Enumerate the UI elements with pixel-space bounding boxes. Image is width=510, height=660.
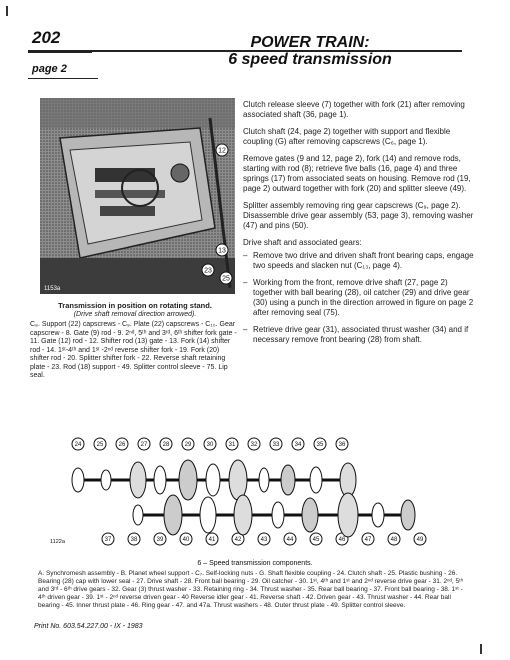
callout-label: 41 [208, 537, 216, 543]
section-title [190, 34, 430, 68]
step-bullet: – Working from the front, remove drive shaft (27, page 2) together with ball bearing (28), oil catcher (29) and drive gear (30) using a punch in the direction arrowed in figure on page 2 after removing seal (75). [243, 278, 475, 318]
section-title-line2: 6 speed transmission [228, 51, 392, 68]
callout-label: 34 [294, 442, 302, 448]
callout-label: 43 [260, 537, 268, 543]
page-sub-label: page 2 [32, 63, 67, 75]
callout-label: 40 [182, 537, 190, 543]
callout-label: 33 [272, 442, 280, 448]
callout-label: 24 [74, 442, 82, 448]
callout-label: 46 [338, 537, 346, 543]
callout-label: 49 [416, 537, 424, 543]
callout-label: 26 [118, 442, 126, 448]
scan-edge-mark [6, 6, 8, 16]
step-paragraph: Clutch shaft (24, page 2) together with support and flexible coupling (G) after removing capscrews (C₆, page 1). [243, 127, 451, 146]
callout-13: 13 [218, 247, 226, 255]
header-rule-short [28, 52, 92, 53]
figure1-ref: 1153a [44, 286, 61, 292]
sub-label-rule [28, 78, 98, 79]
callout-label: 27 [140, 442, 148, 448]
step-paragraph: Remove gates (9 and 12, page 2), fork (14) and remove rods, starting with rod (8); retrieve five balls (16, page 4) and three springs (17) from associated seats on housing. Remove rod (19, page 2) outward together with fork (20) and splitter sleeve (49). [243, 154, 471, 193]
callout-label: 36 [338, 442, 346, 448]
callout-label: 44 [286, 537, 294, 543]
section-title-line1: POWER TRAIN: [250, 34, 370, 51]
step-paragraph: Splitter assembly removing ring gear capscrews (C₉, page 2). Disassemble drive gear assembly (53, page 3), removing washer (47) and pins (50). [243, 201, 474, 230]
scan-edge-mark [480, 644, 482, 654]
step-paragraph: Drive shaft and associated gears: [243, 238, 362, 247]
callout-label: 30 [206, 442, 214, 448]
step-paragraph: Clutch release sleeve (7) together with fork (21) after removing associated shaft (36, page 1). [243, 100, 465, 119]
callout-label: 35 [316, 442, 324, 448]
procedure-text [243, 100, 475, 352]
callout-label: 48 [390, 537, 398, 543]
callout-23: 23 [204, 267, 212, 275]
figure2-ref: 1122a [50, 539, 65, 545]
print-number: Print No. 603.54.227.00 - IX - 1983 [34, 623, 143, 630]
callout-label: 25 [96, 442, 104, 448]
transmission-photo [40, 98, 235, 294]
figure2-legend: A. Synchromesh assembly - B. Planet wheel support - C₇. Self-locking nuts - G. Shaft flexible coupling - 24. Clutch shaft - 25. Plastic bushing - 26. Bearing (28) cap with lower seal - 27. Drive shaft - 28. Front ball bearing - 29. Oil catcher - 30. 1ˢᵗ, 4ᵗʰ and 1ˢᵗ and 2ⁿᵈ reverse drive gear - 31. 2ⁿᵈ, 5ᵗʰ and 3ʳᵈ - 6ᵗʰ drive gears - 32. Gear (3) thrust washer - 33. Retaining ring - 34. Thrust washer - 35. Rear ball bearing - 37. Front ball bearing - 38. 1ˢᵗ - 4ᵗʰ driven gear - 39. 1ˢᵗ - 2ⁿᵈ reverse driven gear - 40 Reverse idler gear - 41. Reverse shaft - 42. Driven gear - 43. Thrust washer - 44. Rear ball bearing - 45. Inner thrust plate - 46. Ring gear - 47. and 47a. Thrust washers - 48. Outer thrust plate - 49. Splitter control sleeve. [38, 570, 464, 609]
callout-label: 42 [234, 537, 242, 543]
figure1-caption [30, 302, 240, 381]
callout-label: 45 [312, 537, 320, 543]
callout-label: 28 [162, 442, 170, 448]
callout-label: 39 [156, 537, 164, 543]
step-bullet: – Retrieve drive gear (31), associated thrust washer (34) and if necessary remove front bearing (28) from shaft. [243, 325, 475, 345]
callout-label: 32 [250, 442, 258, 448]
page-number: 202 [32, 28, 61, 47]
callout-25: 25 [222, 275, 230, 283]
figure1-caption-text: C₈. Support (22) capscrews - C₉. Plate (22) capscrews - C₁₀. Gear capscrew - 8. Gate (9) rod - 9. 2ⁿᵈ, 5ᵗʰ and 3ʳᵈ, 6ᵗʰ shifter fork gate - 11. Gate (12) rod - 12. Shifter rod (13) gate - 13. Fork (14) shifter rod - 14. 1ˢᵗ-4ᵗʰ and 1ˢᵗ -2ⁿᵈ reverse shifter fork - 19. Fork (20) shifter rod - 20. Splitter shifter fork - 22. Reverse shaft retaining plate - 23. Rod (18) support - 49. Splitter control sleeve - 75. Lip seal. [30, 321, 237, 379]
callout-label: 37 [104, 537, 112, 543]
components-exploded-view [48, 435, 458, 547]
figure1-caption-title: Transmission in position on rotating stand. [58, 301, 212, 310]
callout-label: 47 [364, 537, 372, 543]
step-bullet: – Remove two drive and driven shaft front bearing caps, engage two speeds and slacken nut (C₁₃, page 4). [243, 251, 475, 271]
callout-label: 31 [228, 442, 236, 448]
figure2-title: 6 – Speed transmission components. [197, 560, 313, 567]
callout-label: 29 [184, 442, 192, 448]
callout-label: 38 [130, 537, 138, 543]
callout-12: 12 [218, 147, 226, 155]
figure1-caption-subtitle: (Drive shaft removal direction arrowed). [73, 310, 197, 318]
